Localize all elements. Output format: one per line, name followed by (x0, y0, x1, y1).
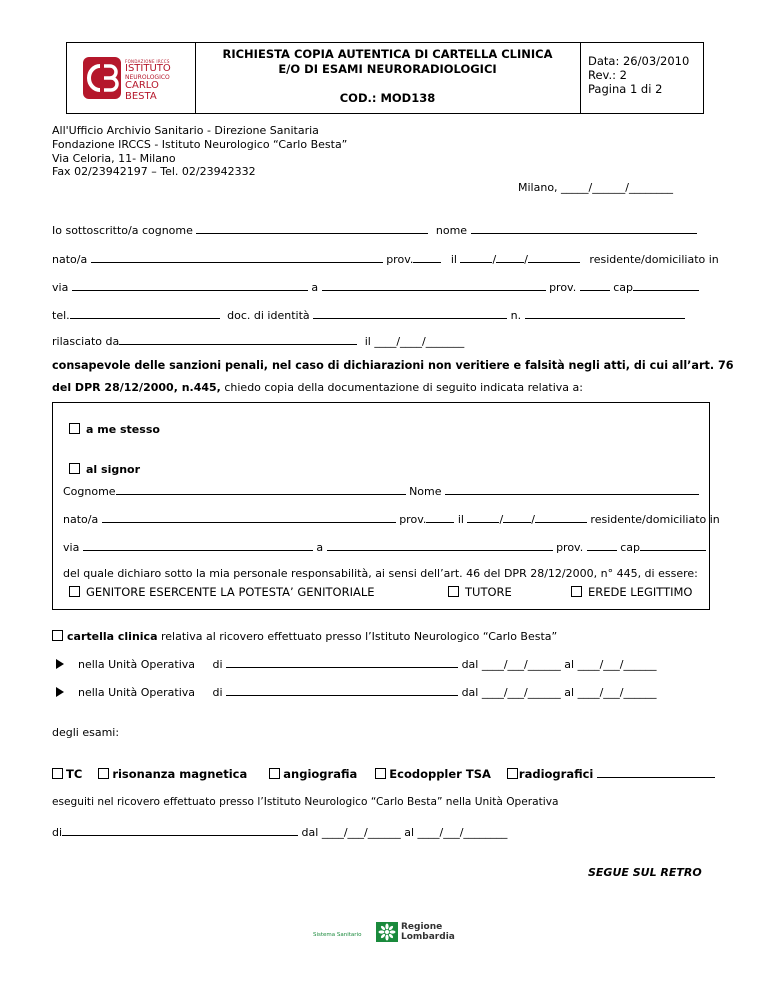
other-prov2-label: prov. (556, 541, 584, 554)
prov2-label: prov. (549, 281, 577, 294)
checkbox-myself[interactable] (69, 423, 80, 434)
document-header (66, 42, 704, 114)
applicant-row5 (52, 333, 464, 348)
exam-tc-label: TC (66, 767, 83, 781)
declaration-line1: consapevole delle sanzioni penali, nel caso di dichiarazioni non veritiere e falsità negli atti, di cui all’art. 76 (52, 359, 734, 372)
option-myself (69, 423, 160, 436)
other-cap-field[interactable] (640, 539, 706, 551)
prov-field[interactable] (413, 251, 441, 263)
address-line1: All'Ufficio Archivio Sanitario - Direzione Sanitaria (52, 124, 319, 137)
other-prov-field[interactable] (426, 511, 454, 523)
other-name-field[interactable] (445, 483, 699, 495)
option-guardian (448, 585, 512, 599)
doc-number-label: n. (510, 309, 522, 322)
logo-line5: BESTA (125, 91, 157, 102)
cap-field[interactable] (633, 279, 699, 291)
other-row1 (63, 483, 699, 498)
form-code: COD.: MOD138 (339, 91, 436, 105)
checkbox-guardian[interactable] (448, 586, 459, 597)
unit-row2-label: nella Unità Operativa (78, 686, 196, 699)
other-residence-label: residente/domiciliato in (590, 513, 720, 526)
address-line2: Fondazione IRCCS - Istituto Neurologico “Carlo Besta” (52, 138, 348, 151)
cap-label: cap (613, 281, 633, 294)
other-birthdate-label: il (457, 513, 464, 526)
other-birth-month-field[interactable] (503, 511, 531, 523)
birth-month-field[interactable] (496, 251, 524, 263)
other-city-field[interactable] (327, 539, 553, 551)
other-prov-label: prov. (399, 513, 427, 526)
other-row2: nato/a prov. il / / residente/domiciliato in (63, 513, 720, 526)
checkbox-tc[interactable] (52, 768, 63, 779)
declaration-law-ref: del DPR 28/12/2000, n.445, (52, 381, 221, 394)
exams-unit-label: di (52, 826, 63, 839)
exam-mri-label: risonanza magnetica (112, 767, 248, 781)
logo-cell (67, 43, 196, 113)
title-line1: RICHIESTA COPIA AUTENTICA DI CARTELLA CLINICA (222, 47, 553, 61)
residence-label: residente/domiciliato in (589, 253, 719, 266)
unit-row2-di: di (212, 686, 223, 699)
unit-row1-label: nella Unità Operativa (78, 658, 196, 671)
option-other (69, 463, 140, 476)
name-field[interactable] (471, 222, 697, 234)
applicant-row2: nato/a prov. il / / residente/domiciliato in (52, 253, 719, 266)
checkbox-heir[interactable] (571, 586, 582, 597)
logo-line4: CARLO (125, 80, 159, 91)
prov2-field[interactable] (580, 279, 610, 291)
exams-label: degli esami: (52, 726, 120, 739)
exam-doppler-label: Ecodoppler TSA (389, 767, 491, 781)
id-doc-field[interactable] (313, 307, 507, 319)
other-prov2-field[interactable] (587, 539, 617, 551)
birthdate-label: il (450, 253, 457, 266)
radiographic-field[interactable] (597, 766, 715, 778)
doc-revision: Rev.: 2 (588, 68, 627, 82)
exams-unit-field[interactable] (62, 824, 298, 836)
other-street-field[interactable] (83, 539, 313, 551)
option-parent (69, 585, 375, 599)
other-cap-label: cap (620, 541, 640, 554)
other-name-label: Nome (409, 485, 442, 498)
exam-radiographic-label: radiografici (518, 767, 594, 781)
doc-page: Pagina 1 di 2 (588, 82, 663, 96)
unit1-field[interactable] (226, 656, 458, 668)
issued-by-label: rilasciato da (52, 335, 120, 348)
other-street-label: via (63, 541, 80, 554)
other-row3 (63, 539, 706, 554)
besta-logo-icon (83, 57, 121, 99)
title-line2: E/O DI ESAMI NEURORADIOLOGICI (278, 62, 497, 76)
medical-record-label: cartella clinica (67, 630, 158, 643)
surname-label: Io sottoscritto/a cognome (52, 224, 193, 237)
lombardia-rose-icon (376, 922, 398, 942)
option-parent-label: GENITORE ESERCENTE LA POTESTA’ GENITORIALE (86, 585, 375, 599)
unit-row1-to: ____/___/______ (577, 658, 657, 671)
other-birthplace-field[interactable] (102, 511, 396, 523)
prov-label: prov. (386, 253, 414, 266)
address-line4: Fax 02/23942197 – Tel. 02/23942332 (52, 165, 256, 178)
medical-record-desc: relativa al ricovero effettuato presso l’Istituto Neurologico “Carlo Besta” (157, 630, 558, 643)
unit-row1 (56, 656, 656, 671)
applicant-row3 (52, 279, 699, 294)
continue-on-back: SEGUE SUL RETRO (588, 866, 702, 879)
phone-label: tel. (52, 309, 70, 322)
doc-date: Data: 26/03/2010 (588, 54, 690, 68)
unit-row1-di: di (212, 658, 223, 671)
declaration-line2 (52, 381, 583, 394)
title-cell (195, 43, 581, 113)
city-label: a (311, 281, 319, 294)
id-doc-label: doc. di identità (227, 309, 310, 322)
lombardia-label: Lombardia (401, 932, 455, 942)
unit-row2-from-label: dal (461, 686, 479, 699)
city-field[interactable] (322, 279, 546, 291)
birth-year-field[interactable] (528, 251, 580, 263)
checkbox-mri[interactable] (98, 768, 109, 779)
other-surname-label: Cognome (63, 485, 116, 498)
unit-row2-from: ____/___/______ (481, 686, 561, 699)
recipient-box (52, 402, 720, 610)
phone-field[interactable] (70, 307, 220, 319)
exam-angio-label: angiografia (283, 767, 358, 781)
option-guardian-label: TUTORE (465, 585, 512, 599)
address-line3: Via Celoria, 11- Milano (52, 152, 176, 165)
birthplace-field[interactable] (91, 251, 383, 263)
unit2-field[interactable] (226, 684, 458, 696)
street-field[interactable] (72, 279, 308, 291)
logo-line3: NEUROLOGICO (125, 74, 170, 81)
applicant-row4 (52, 307, 685, 322)
option-myself-label: a me stesso (86, 423, 160, 436)
logo-line2: ISTITUTO (125, 63, 171, 74)
checkbox-angio[interactable] (269, 768, 280, 779)
street-label: via (52, 281, 69, 294)
issue-date: il ____/____/_______ (364, 335, 465, 348)
unit-row1-from-label: dal (461, 658, 479, 671)
logo-line1: FONDAZIONE IRCCS (125, 59, 170, 64)
unit-row2 (56, 684, 656, 699)
unit-row1-from: ____/___/______ (481, 658, 561, 671)
arrow-bullet-icon (56, 659, 64, 669)
option-other-label: al signor (86, 463, 141, 476)
checkbox-medical-record[interactable] (52, 630, 63, 641)
unit-row2-to-label: al (564, 686, 575, 699)
exams-unit-row (52, 824, 507, 839)
checkbox-doppler[interactable] (375, 768, 386, 779)
medical-record-option (52, 630, 557, 643)
option-heir-label: EREDE LEGITTIMO (588, 585, 693, 599)
other-city-label: a (316, 541, 324, 554)
birthplace-label: nato/a (52, 253, 88, 266)
exams-dates: dal ____/___/______ al ____/___/________ (301, 826, 508, 839)
checkbox-parent[interactable] (69, 586, 80, 597)
place-date: Milano, _____/______/________ (518, 181, 673, 194)
other-birth-year-field[interactable] (535, 511, 587, 523)
other-surname-field[interactable] (116, 483, 406, 495)
issued-by-field[interactable] (119, 333, 357, 345)
unit-row2-to: ____/___/______ (577, 686, 657, 699)
option-heir (571, 585, 693, 599)
exam-options (52, 766, 715, 781)
other-birth-day-field[interactable] (467, 511, 499, 523)
meta-cell (580, 43, 703, 113)
applicant-row1 (52, 222, 697, 237)
exams-performed: eseguiti nel ricovero effettuato presso l’Istituto Neurologico “Carlo Besta” nella Unità Operativa (52, 796, 559, 808)
doc-number-field[interactable] (525, 307, 685, 319)
declaration-request: chiedo copia della documentazione di seguito indicata relativa a: (220, 381, 583, 394)
surname-field[interactable] (196, 222, 428, 234)
unit-row1-to-label: al (564, 658, 575, 671)
name-label: nome (435, 224, 468, 237)
relationship-statement: del quale dichiaro sotto la mia personale responsabilità, ai sensi dell’art. 46 del DPR 28/12/2000, n° 445, di essere: (63, 567, 698, 580)
regione-label: Regione (401, 922, 443, 932)
sistema-sanitario-label: Sistema Sanitario (313, 932, 362, 938)
checkbox-other[interactable] (69, 463, 80, 474)
arrow-bullet-icon (56, 687, 64, 697)
checkbox-radiographic[interactable] (507, 768, 518, 779)
birth-day-field[interactable] (460, 251, 492, 263)
other-birthplace-label: nato/a (63, 513, 99, 526)
